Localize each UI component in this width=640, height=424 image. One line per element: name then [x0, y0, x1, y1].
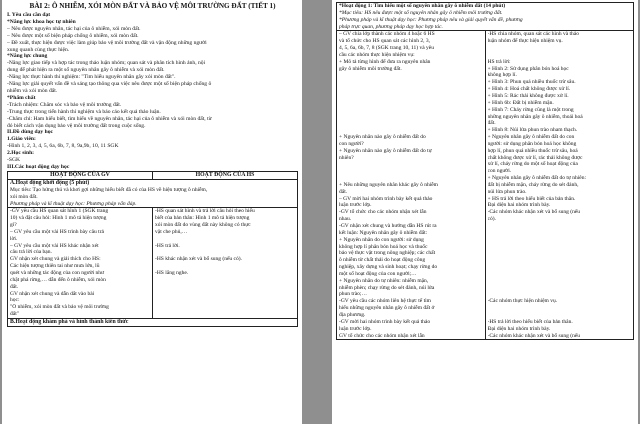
hs-text-line: con người. — [487, 168, 512, 175]
intro-line: *Phẩm chất — [7, 94, 36, 101]
intro-line: -Trách nhiệm: Chăm sóc và bảo vệ môi trường đất. — [7, 101, 122, 108]
gv-text-line: cầu các nhóm thực hiện nhiệm vụ: — [339, 51, 415, 58]
hs-text-line — [488, 250, 632, 257]
gv-text-line: -GV yêu cầu HS quan sát hình 1 (SGK trang — [10, 208, 109, 215]
hs-text-line: -Các nhóm khác nhận xét và bổ sung (nếu — [487, 209, 581, 216]
hs-text-line — [155, 249, 295, 256]
gv-text-line: -GV mời hai nhóm trình bày kết quả thảo — [339, 318, 431, 325]
intro-line: *Năng lực khoa học tự nhiên — [7, 18, 76, 25]
hs-text-line: -HS trả lời. — [155, 242, 180, 249]
hs-text-line: luận nhóm để thực hiện nhiệm vụ. — [487, 38, 563, 45]
section-b-heading: B.Hoạt động khám phá và hình thành kiến thức — [10, 318, 129, 325]
gv-text-line: + Nguyên nhân do con người: sử dụng — [339, 236, 424, 243]
intro-line: – Nêu được nguyên nhân, tác hại của ô nhiễm, xói mòn đất. — [7, 25, 141, 32]
hs-text-line: biết của bản thân: Hình 1 mô tả hiện tượng — [155, 215, 250, 222]
gv-text-line: không hợp lí phân bón hoá học và thuốc — [339, 243, 428, 250]
intro-line: xung quanh cùng thực hiện. — [7, 46, 70, 53]
gv-text-line: luận trước lớp. — [339, 202, 372, 209]
intro-line: -Chăm chỉ: Ham hiểu biết, tìm hiểu về nguyên nhân, tác hại của ô nhiễm và xói mòn đất, từ — [7, 115, 212, 122]
intro-line: nhiễm và xói mòn đất. — [7, 87, 58, 94]
hs-text-line — [488, 230, 632, 237]
hs-text-line: vật che phủ,… — [155, 228, 188, 235]
hs-text-line — [488, 223, 632, 230]
gv-text-line — [339, 79, 483, 86]
section-a-heading: A.Hoạt động khởi động (5 phút) — [10, 179, 90, 186]
hs-text-line: không hợp lí. — [487, 72, 517, 79]
hs-text-line: người: sử dụng phân bón hoá học không — [487, 140, 577, 147]
gv-text-line: đất. — [10, 283, 19, 290]
hs-text-line: -Các nhóm thực hiện nhiệm vụ. — [487, 298, 558, 305]
hs-text-line — [488, 52, 632, 59]
gv-text-line: nhiên? — [339, 154, 354, 161]
header-gv: HOẠT ĐỘNG CỦA GV — [8, 171, 153, 179]
gv-text-line: luận trước lớp. — [339, 325, 372, 332]
gv-text-line — [339, 120, 483, 127]
hs-text-line: hợp lí, phun quá nhiều thuốc trừ sâu, hoá — [487, 147, 578, 154]
hs-text-line: + Hình 2: Sử dụng phân bón hoá học — [487, 65, 569, 72]
hs-text-line: chất không được xử lí, rác thải không được — [487, 154, 583, 161]
hs-text-line: núi lửa phun trào. — [487, 188, 527, 195]
gv-text-line: quét và những tác động của con người như — [10, 269, 105, 276]
gv-text-line — [339, 161, 483, 168]
hs-text-line: HS trả lời: — [487, 58, 511, 65]
intro-line: 2.Học sinh: — [7, 150, 35, 157]
intro-line: -SGK — [7, 157, 21, 164]
hs-text-line — [488, 264, 632, 271]
hs-text-line: -HS chia nhóm, quan sát các hình và thảo — [487, 31, 579, 38]
gv-text-line — [339, 72, 483, 79]
hs-text-line: đất. — [487, 120, 496, 127]
gv-text-line: + Nguyên nhân nào gây ô nhiễm đất do tự — [339, 147, 432, 154]
gv-text-line: kết luận: Nguyên nhân gây ô nhiễm đất: — [339, 229, 428, 236]
hs-text-line: + Hình 6b: Đất bị nhiễm mặn. — [487, 99, 554, 106]
hs-text-line — [155, 263, 295, 270]
gv-text-line: học: — [10, 297, 20, 304]
gv-text-line — [339, 114, 483, 121]
gv-text-line — [339, 127, 483, 134]
hs-text-line: xử lí, cháy rừng do một số hoạt động của — [487, 161, 578, 168]
activity-line: *Mục tiêu: HS nêu được một số nguyên nhân gây ô nhiễm môi trường đất. — [339, 9, 503, 16]
gv-activity-cell — [337, 31, 486, 340]
hs-activity-cell — [153, 208, 298, 319]
gv-text-line: lời. — [10, 235, 18, 242]
gv-text-line — [339, 86, 483, 93]
document-page-left — [2, 0, 302, 424]
section-b-cell — [8, 318, 298, 326]
hs-text-line: có). — [487, 216, 496, 223]
gv-text-line: + Nêu những nguyên nhân khác gây ô nhiễm — [339, 181, 438, 188]
hs-text-line: -HS khác nhận xét và bổ sung (nếu có). — [155, 256, 242, 263]
gv-text-line: phun trào;… — [339, 291, 367, 298]
gv-text-line: GV tổ chức cho các nhóm nhận xét lẫn — [339, 332, 425, 339]
gv-text-line — [339, 168, 483, 175]
gv-text-line: 10) và đặt câu hỏi: Hình 1 mô tả hiện tượng — [10, 215, 107, 222]
hs-text-line: -HS quan sát hình và trả lời câu hỏi theo hiểu — [155, 208, 255, 215]
intro-line: 1.Giáo viên: — [7, 136, 36, 143]
hs-text-line: xói mòn đất do vùng đất này không có thực — [155, 222, 251, 229]
gv-text-line: nhiễm phèn; chạy rừng do sét đánh, núi lửa — [339, 284, 435, 291]
gv-text-line: đất. — [339, 188, 348, 195]
section-a-cell — [8, 179, 298, 208]
hs-text-line — [155, 236, 295, 243]
gv-text-line: bảo vệ thực vật trong nông nghiệp; các chất — [339, 250, 436, 257]
intro-line: -Năng lực giải quyết vấn đề và sáng tạo thông qua việc nêu được một số biện pháp chống ô — [7, 81, 212, 88]
intro-line: -Năng lực thực hành thí nghiệm: "Tìm hiểu nguyên nhân gây xói mòn đất". — [7, 74, 176, 81]
gv-text-line: + Mô tả từng hình để đưa ra nguyên nhân — [339, 58, 431, 65]
intro-line: II.Đồ dùng dạy học — [7, 129, 54, 136]
gv-text-line: ô nhiễm từ chất thải do hoạt động công — [339, 257, 426, 264]
activity-line: pháp trực quan, phương pháp dạy học hợp tác. — [339, 23, 443, 30]
hs-text-line: -HS trả lời theo hiểu biết của bản thân. — [487, 318, 573, 325]
section-a-line: Mục tiêu: Tạo hứng thú và khơi gợi những hiểu biết đã có của HS về hiện tượng ô nhiễm, — [10, 186, 208, 193]
lesson-title: BÀI 2: Ô NHIỄM, XÓI MÒN ĐẤT VÀ BẢO VỆ MÔI TRƯỜNG ĐẤT (TIẾT 1) — [29, 2, 276, 10]
section-a-line: Phương pháp và kĩ thuật dạy học: Phương pháp vấn đáp. — [10, 200, 137, 207]
gv-text-line: – GV yêu cầu một vài HS trình bày câu trả — [10, 228, 104, 235]
gv-text-line: + Nguyên nhân nào gây ô nhiễm đất do — [339, 134, 426, 141]
hs-text-line — [488, 271, 632, 278]
hs-text-line: + Hình 4: Hoá chất không được xử lí. — [487, 86, 571, 93]
gv-text-line: "Ô nhiễm, xói mòn đất và bảo vệ môi trường — [10, 304, 109, 311]
activity-line: *Hoạt động 1: Tìm hiểu một số nguyên nhân gây ô nhiễm đất (14 phút) — [339, 3, 506, 9]
gv-text-line: – GV mời hai nhóm trình bày kết quả thảo — [339, 195, 433, 202]
hs-text-line — [488, 278, 632, 285]
section-a-line: xói mòn đất. — [10, 193, 38, 200]
hs-text-line: + Hình 3: Phun quá nhiều thuốc trừ sâu. — [487, 79, 576, 86]
hs-activity-cell — [485, 31, 634, 340]
intro-line: đó biết cách vận dụng bảo vệ môi trường đất trong cuộc sống. — [7, 122, 146, 129]
hs-text-line — [488, 244, 632, 251]
hs-text-line — [488, 291, 632, 298]
hs-text-line: -Các nhóm khác nhận xét và bổ sung (nếu — [487, 332, 581, 339]
hs-text-line: + Hình 5: Rác thải không được xử lí. — [487, 92, 569, 99]
gv-text-line — [339, 175, 483, 182]
gv-text-line: con người? — [339, 140, 364, 147]
gv-text-line: địa phương. — [339, 311, 366, 318]
section-a-details — [10, 187, 295, 208]
intro-line: -Trung thực trong tiến hành thí nghiệm và báo cáo kết quả thảo luận. — [7, 108, 161, 115]
gv-text-line: -GV tổ chức cho các nhóm nhận xét lẫn — [339, 209, 427, 216]
gv-activity-cell — [8, 208, 153, 319]
gv-text-line: -GV yêu cầu các nhóm liên hệ thực tế tìm — [339, 298, 431, 305]
intro-line: -Năng lực giao tiếp và hợp tác trong thảo luận nhóm; quan sát và phân tích hình ảnh, nội — [7, 60, 206, 67]
intro-line: *Năng lực chung — [7, 53, 48, 60]
hs-text-line — [488, 305, 632, 312]
gv-text-line: một số hoạt động của con người;… — [339, 270, 417, 277]
gv-text-line: GV nhận xét chung và dẫn dắt vào bài — [10, 290, 95, 297]
hs-text-line: Đại diện hai nhóm trình bày. — [487, 202, 551, 209]
gv-text-line: câu trả lời của bạn. — [10, 249, 52, 256]
hs-text-line: những nguyên nhân gây ô nhiễm, thoái hoá — [487, 113, 583, 120]
intro-line: – Đề xuất, thực hiện được việc làm giúp bảo vệ môi trường đất và vận động những người — [7, 39, 207, 46]
gv-text-line: nhau. — [339, 216, 352, 223]
gv-text-line: gây ô nhiễm môi trường đất. — [339, 65, 402, 72]
intro-line: -Hình 1, 2, 3, 4, 5, 6a, 6b, 7, 8, 9a,9b, 10, 11 SGK — [7, 143, 119, 150]
hs-text-line: + Hình 8: Núi lửa phun trào nham thạch. — [487, 127, 578, 134]
hs-text-line — [488, 285, 632, 292]
document-page-right — [332, 0, 638, 424]
activity-table-right — [336, 2, 634, 340]
hs-text-line: -HS lắng nghe. — [155, 269, 189, 276]
gv-text-line: đất" — [10, 311, 19, 318]
gv-text-line: gì? — [10, 222, 17, 229]
gv-text-line: chặt phá rừng,… dẫn đến ô nhiễm, xói mòn — [10, 276, 106, 283]
gv-text-line: – GV chia lớp thành các nhóm 4 hoặc 6 HS — [339, 31, 435, 38]
gv-text-line — [339, 107, 483, 114]
activity-table-left — [7, 171, 298, 327]
gv-text-line — [339, 93, 483, 100]
gv-text-line: + Nguyên nhân do tự nhiên: nhiễm mặn, — [339, 277, 429, 284]
intro-line: – Nêu được một số biện pháp chống ô nhiễm, xói mòn đất. — [7, 32, 139, 39]
activity-1-header-cell — [337, 3, 634, 31]
lesson-intro — [7, 12, 298, 171]
hs-text-line — [488, 257, 632, 264]
intro-line: III.Các hoạt động dạy học — [7, 163, 70, 170]
hs-text-line: + Nguyên nhân gây ô nhiễm đất do tự nhiên: — [487, 175, 586, 182]
gv-text-line: hiểu những nguyên nhân gây ô nhiễm đất ở — [339, 305, 435, 312]
hs-text-line: + Hình 7: Cháy rừng cũng là một trong — [487, 106, 574, 113]
gv-text-line: và tổ chức cho HS quan sát các hình 2, 3, — [339, 38, 430, 45]
header-hs: HOẠT ĐỘNG CỦA HS — [153, 171, 298, 179]
hs-text-line — [488, 237, 632, 244]
gv-text-line: nghiệp, xây dựng và sinh hoạt; chạy rừng do — [339, 264, 438, 271]
intro-line: dung để phát hiện ra một số nguyên nhân gây ô nhiễm và xói mòn đất. — [7, 67, 165, 74]
hs-text-line: + Nguyên nhân gây ô nhiễm đất do con — [487, 134, 575, 141]
gv-text-line — [339, 100, 483, 107]
gv-text-line: – GV yêu cầu một vài HS khác nhận xét — [10, 242, 99, 249]
intro-line: I. Yêu cầu cần đạt — [7, 12, 51, 18]
activity-line: *Phương pháp và kĩ thuật dạy học: Phương pháp nêu và giải quyết vấn đề, phương — [339, 16, 523, 23]
hs-text-line — [488, 312, 632, 319]
gv-text-line: Các hiện tượng thiên tai như mưa lớn, lũ — [10, 263, 100, 270]
hs-text-line: + HS trả lời theo hiểu biết của bản thân. — [487, 195, 576, 202]
gv-text-line: GV nhận xét chung và giải thích cho HS: — [10, 256, 101, 263]
gv-text-line: -GV nhận xét chung và hướng dẫn HS rút ra — [339, 223, 437, 229]
gv-text-line: 4, 5, 6a, 6b, 7, 8 (SGK trang 10, 11) và yêu — [339, 45, 434, 52]
hs-text-line — [488, 45, 632, 52]
hs-text-line: đất bị nhiễm mặn, cháy rừng do sét đánh, — [487, 181, 579, 188]
hs-text-line: Đại diện hai nhóm trình bày. — [487, 325, 551, 332]
